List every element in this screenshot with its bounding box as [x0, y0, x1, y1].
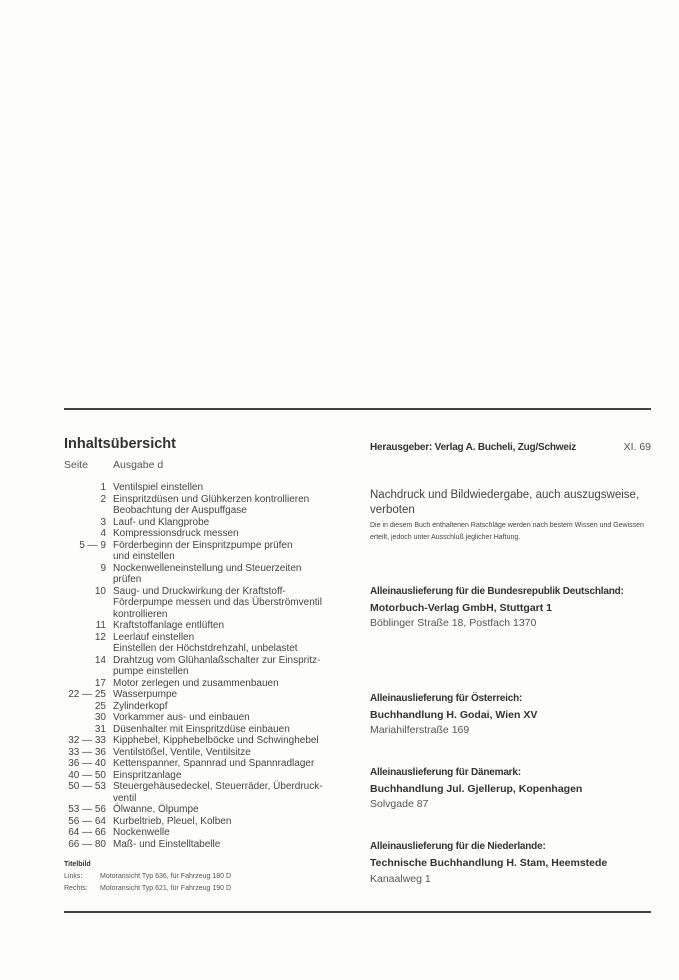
- distributor-address: Mariahilferstraße 169: [370, 724, 470, 736]
- toc-entry: [64, 689, 323, 701]
- toc-entry-line: Einspritzdüsen und Glühkerzen kontrollieren: [113, 493, 310, 505]
- toc-entry: [64, 620, 323, 632]
- distributor-name: Buchhandlung Jul. Gjellerup, Kopenhagen: [370, 783, 583, 795]
- toc-entry-line: Einspritzanlage: [113, 769, 182, 781]
- bottom-rule: [64, 911, 651, 913]
- toc-entry-text: [113, 586, 322, 621]
- toc-entry-page: 25: [94, 700, 106, 712]
- toc-entry-line: Düsenhalter mit Einspritzdüse einbauen: [113, 723, 290, 735]
- distributor-name: Technische Buchhandlung H. Stam, Heemstede: [370, 857, 608, 869]
- toc-entry-page: 10: [94, 585, 106, 597]
- toc-entry-text: [113, 701, 167, 713]
- toc-entry: [64, 540, 323, 563]
- toc-entry-text: [113, 689, 177, 701]
- toc-entry-line: Motor zerlegen und zusammenbauen: [113, 677, 279, 689]
- caption-title: Titelbild: [64, 861, 91, 868]
- toc-entry-line: Einstellen der Höchstdrehzahl, unbelastet: [113, 643, 298, 654]
- toc-entry: [64, 494, 323, 517]
- toc-entry-page: 66 — 80: [68, 838, 106, 850]
- toc-entry: [64, 632, 323, 655]
- toc-entry-page: 30: [94, 712, 106, 723]
- toc-entry: [64, 482, 323, 494]
- toc-entry-text: [113, 482, 203, 494]
- distributor-heading: Alleinauslieferung für Österreich:: [370, 693, 523, 704]
- toc-entry-page: 50 — 53: [68, 781, 106, 792]
- toc-entry: [64, 804, 323, 816]
- distributor-heading: Alleinauslieferung für die Niederlande:: [370, 841, 546, 852]
- distributor-name: Buchhandlung H. Godai, Wien XV: [370, 709, 538, 721]
- toc-entry-text: [113, 724, 290, 736]
- toc-entry: [64, 781, 323, 804]
- toc-entry-text: [113, 655, 320, 678]
- toc-entry-line: Leerlauf einstellen: [113, 631, 195, 643]
- toc-entry-line: Zylinderkopf: [113, 700, 168, 712]
- toc-entry-line: Beobachtung der Auspuffgase: [113, 505, 247, 516]
- toc-entry-text: [113, 540, 293, 563]
- toc-entry-page: 36 — 40: [68, 758, 106, 769]
- toc-entry: [64, 758, 323, 770]
- distributor-address: Kanaalweg 1: [370, 873, 431, 885]
- toc-entry-page: 14: [94, 654, 106, 666]
- toc-entry-text: [113, 563, 301, 586]
- toc-entry-line: Kettenspanner, Spannrad und Spannradlager: [113, 758, 315, 769]
- toc-entry-line: Lauf- und Klangprobe: [113, 516, 210, 528]
- toc-entry-line: Förderbeginn der Einspritzpumpe prüfen: [113, 539, 293, 551]
- toc-entry-line: Drahtzug vom Glühanlaßschalter zur Einspritz-: [113, 654, 321, 666]
- toc-entry-text: [113, 678, 279, 690]
- toc-entry-line: Nockenwelleneinstellung und Steuerzeiten: [113, 562, 302, 574]
- toc-entry-page: 33 — 36: [68, 746, 106, 758]
- toc-entry-page: 31: [94, 723, 106, 735]
- toc-entry: [64, 701, 323, 713]
- toc-entry-text: [113, 632, 298, 655]
- toc-entry: [64, 655, 323, 678]
- distributor-name: Motorbuch-Verlag GmbH, Stuttgart 1: [370, 602, 553, 614]
- toc-entry-page: 1: [100, 482, 106, 493]
- edition-date: XI. 69: [623, 441, 651, 453]
- toc-entry-page: 11: [95, 620, 106, 631]
- toc-entry-page: 17: [94, 677, 106, 689]
- toc-entry: [64, 586, 323, 621]
- toc-entry: [64, 839, 323, 851]
- toc-entry-page: 64 — 66: [68, 827, 106, 838]
- toc-entry-text: [113, 758, 314, 770]
- top-rule: [64, 408, 651, 410]
- distributor-address: Solvgade 87: [370, 798, 429, 810]
- toc-entry-text: [113, 747, 251, 759]
- toc-entry: [64, 712, 323, 724]
- toc-entry-line: prüfen: [113, 574, 142, 585]
- toc-entry-text: [113, 517, 209, 529]
- toc-entry: [64, 563, 323, 586]
- toc-entry-line: ventil: [113, 792, 137, 804]
- toc-entry-page: 3: [100, 516, 106, 528]
- toc-entry-text: [113, 712, 250, 724]
- toc-entry: [64, 678, 323, 690]
- toc-entry: [64, 528, 323, 540]
- toc-entry-text: [113, 816, 231, 828]
- toc-entry-text: [113, 494, 309, 517]
- toc-entry-line: pumpe einstellen: [113, 666, 189, 677]
- toc-entry: [64, 735, 323, 747]
- toc-col-edition: Ausgabe d: [113, 459, 164, 471]
- toc-entry-line: Kompressionsdruck messen: [113, 528, 239, 539]
- distributor-heading: Alleinauslieferung für die Bundesrepublik Deutschland:: [370, 586, 624, 597]
- distributor-address: Böblinger Straße 18, Postfach 1370: [370, 617, 537, 629]
- caption-right-label: Rechts:: [64, 885, 88, 892]
- toc-entry-page: 2: [100, 493, 106, 505]
- toc-entry-line: Ventilstößel, Ventile, Ventilsitze: [113, 746, 251, 758]
- toc-entry: [64, 724, 323, 736]
- toc-entry-text: [113, 620, 224, 632]
- toc-title: Inhaltsübersicht: [64, 436, 176, 452]
- toc-entry-line: Maß- und Einstelltabelle: [113, 838, 221, 850]
- toc-entry-page: 22 — 25: [68, 689, 106, 700]
- toc-entry-line: Förderpumpe messen und das Überströmventil: [113, 597, 322, 608]
- reprint-notice: Nachdruck und Bildwiedergabe, auch auszugsweise, verboten: [370, 489, 640, 516]
- toc-entry-line: Ölwanne, Ölpumpe: [113, 804, 199, 815]
- toc-entry: [64, 816, 323, 828]
- toc-entry-page: 12: [94, 631, 106, 643]
- toc-entry: [64, 517, 323, 529]
- toc-entry-text: [113, 839, 220, 851]
- toc-col-page: Seite: [64, 459, 88, 471]
- toc-entry-page: 56 — 64: [68, 815, 106, 827]
- caption-left-label: Links:: [64, 873, 83, 880]
- toc-entry-page: 40 — 50: [68, 769, 106, 781]
- toc-entry-line: Wasserpumpe: [113, 689, 178, 700]
- toc-entry-text: [113, 770, 181, 782]
- toc-entry-line: Kurbeltrieb, Pleuel, Kolben: [113, 815, 232, 827]
- toc-entry-text: [113, 827, 170, 839]
- toc-entry-line: Vorkammer aus- und einbauen: [113, 712, 250, 723]
- toc-entry: [64, 827, 323, 839]
- toc-entry-line: Steuergehäusedeckel, Steuerräder, Überdruck-: [113, 781, 323, 792]
- toc-entry-line: und einstellen: [113, 551, 175, 562]
- publisher-line: Herausgeber: Verlag A. Bucheli, Zug/Schweiz: [370, 442, 577, 453]
- toc-entry-line: kontrollieren: [113, 608, 168, 620]
- toc-entry: [64, 770, 323, 782]
- toc-entry-line: Saug- und Druckwirkung der Kraftstoff-: [113, 585, 286, 597]
- toc-entry-page: 4: [100, 528, 106, 539]
- toc-entry-line: Kipphebel, Kipphebelböcke und Schwinghebel: [113, 735, 319, 746]
- caption-right-text: Motoransicht Typ 621, für Fahrzeug 190 D: [100, 885, 231, 892]
- caption-left-text: Motoransicht Typ 636, für Fahrzeug 180 D: [100, 873, 231, 880]
- toc-entry-page: 5 — 9: [79, 539, 106, 551]
- toc-entry-page: 53 — 56: [68, 804, 106, 815]
- disclaimer: Die in diesem Buch enthaltenen Ratschläge werden nach bestem Wissen und Gewissen erteilt, jedoch unter Ausschluß jeglicher Haftung.: [370, 522, 644, 541]
- toc-entry: [64, 747, 323, 759]
- toc-entry-page: 9: [100, 562, 106, 574]
- toc-list: [64, 482, 323, 850]
- toc-entry-page: 32 — 33: [68, 735, 106, 746]
- distributor-heading: Alleinauslieferung für Dänemark:: [370, 767, 521, 778]
- toc-entry-text: [113, 804, 199, 816]
- toc-entry-line: Nockenwelle: [113, 827, 170, 838]
- toc-entry-line: Ventilspiel einstellen: [113, 482, 204, 493]
- toc-entry-text: [113, 735, 319, 747]
- toc-entry-text: [113, 528, 239, 540]
- toc-entry-text: [113, 781, 323, 804]
- toc-entry-line: Kraftstoffanlage entlüften: [113, 620, 225, 631]
